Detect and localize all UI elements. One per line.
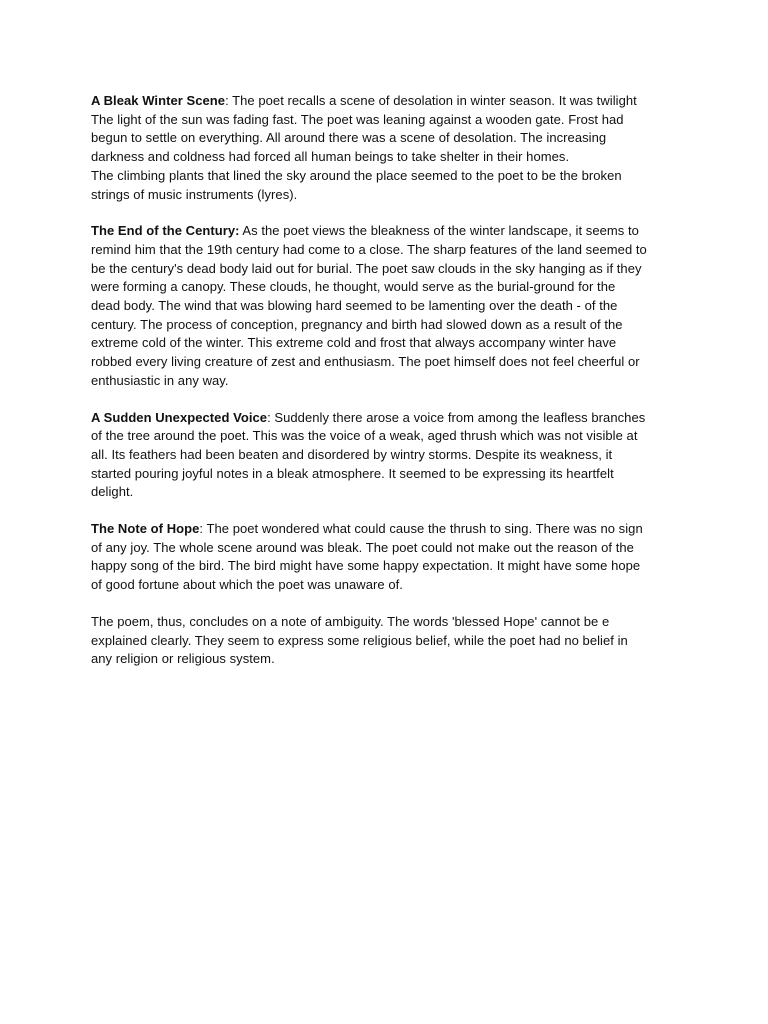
- text-line-content: As the poet views the bleakness of the winter landscape, it seems to: [239, 223, 639, 239]
- text-line: enthusiastic in any way.: [91, 372, 229, 388]
- text-line: all. Its feathers had been beaten and disordered by wintry storms. Despite its weakness, it: [91, 446, 613, 462]
- text-line: of any joy. The whole scene around was bleak. The poet could not make out the reason of the: [91, 539, 634, 555]
- text-line: [91, 92, 682, 111]
- text-line: of the tree around the poet. This was the voice of a weak, aged thrush which was not visible at: [91, 428, 638, 444]
- text-line: The climbing plants that lined the sky around the place seemed to the poet to be the broken: [91, 167, 622, 183]
- text-line: were forming a canopy. These clouds, he thought, would serve as the burial-ground for the: [91, 279, 616, 295]
- text-line: started pouring joyful notes in a bleak atmosphere. It seemed to be expressing its heartfelt: [91, 465, 614, 481]
- text-line: [91, 222, 682, 241]
- text-line: dead body. The wind that was blowing hard seemed to be lamenting over the death - of the: [91, 298, 618, 314]
- text-line-content: : The poet wondered what could cause the thrush to sing. There was no sign: [199, 521, 643, 537]
- section-heading: A Sudden Unexpected Voice: [91, 409, 268, 425]
- section-heading: The End of the Century:: [91, 223, 240, 239]
- text-line-content: : Suddenly there arose a voice from among the leafless branches: [267, 409, 646, 425]
- paragraph-conclusion: [91, 613, 682, 669]
- text-line: darkness and coldness had forced all human beings to take shelter in their homes.: [91, 149, 570, 165]
- paragraph-bleak-winter-scene: [91, 92, 682, 204]
- text-line: delight.: [91, 484, 134, 500]
- paragraph-end-of-century: [91, 222, 682, 390]
- section-heading: The Note of Hope: [91, 521, 200, 537]
- paragraph-note-of-hope: [91, 520, 682, 595]
- text-line: any religion or religious system.: [91, 651, 275, 667]
- text-line: be the century's dead body laid out for burial. The poet saw clouds in the sky hanging as if they: [91, 260, 642, 276]
- paragraph-sudden-unexpected-voice: [91, 409, 682, 503]
- text-line: happy song of the bird. The bird might have some happy expectation. It might have some hope: [91, 558, 641, 574]
- text-line-content: : The poet recalls a scene of desolation in winter season. It was twilight: [225, 93, 637, 108]
- text-line: The light of the sun was fading fast. The poet was leaning against a wooden gate. Frost had: [91, 111, 624, 127]
- text-line: [91, 409, 682, 428]
- text-line: century. The process of conception, pregnancy and birth had slowed down as a result of the: [91, 316, 623, 332]
- section-heading: A Bleak Winter Scene: [91, 93, 226, 108]
- text-line: strings of music instruments (lyres).: [91, 186, 298, 202]
- text-line: of good fortune about which the poet was unaware of.: [91, 577, 403, 593]
- text-line: remind him that the 19th century had come to a close. The sharp features of the land seemed to: [91, 241, 647, 257]
- text-line: explained clearly. They seem to express some religious belief, while the poet had no belief in: [91, 632, 628, 648]
- text-line: The poem, thus, concludes on a note of ambiguity. The words 'blessed Hope' cannot be e: [91, 613, 610, 629]
- text-line: extreme cold of the winter. This extreme cold and frost that always accompany winter have: [91, 335, 617, 351]
- text-line: [91, 520, 682, 539]
- text-line: begun to settle on everything. All around there was a scene of desolation. The increasing: [91, 130, 607, 146]
- text-line: robbed every living creature of zest and enthusiasm. The poet himself does not feel cheerful or: [91, 354, 640, 370]
